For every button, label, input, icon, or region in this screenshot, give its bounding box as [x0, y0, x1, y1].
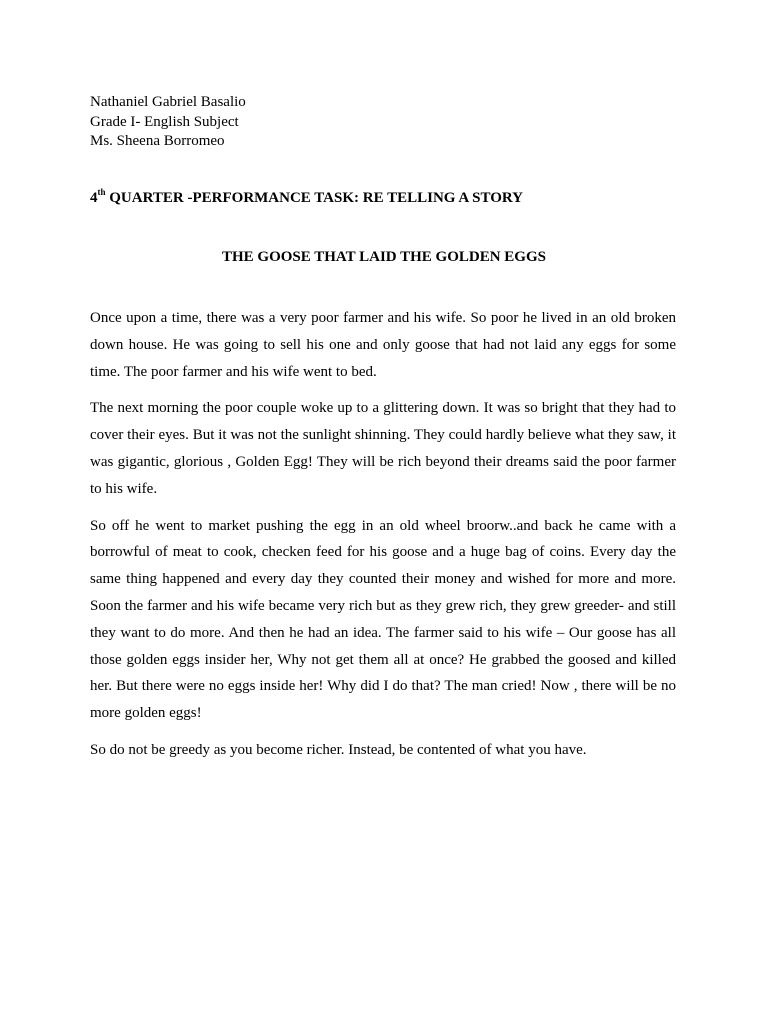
story-paragraph: Once upon a time, there was a very poor farmer and his wife. So poor he lived in an old broken down house. He was going to sell his one and only goose that had not laid any eggs for some time. The poor farmer and his wife went to bed.	[90, 310, 676, 380]
quarter-number: 4	[90, 190, 98, 206]
story-title: THE GOOSE THAT LAID THE GOLDEN EGGS	[222, 249, 546, 265]
story-body	[90, 305, 676, 774]
teacher-name: Ms. Sheena Borromeo	[90, 133, 225, 149]
task-title-text: QUARTER -PERFORMANCE TASK: RE TELLING A STORY	[105, 190, 524, 206]
story-paragraph: So off he went to market pushing the egg in an old wheel broorw..and back he came with a borrowful of meat to cook, checken feed for his goose and a huge bag of coins. Every day the same thing happened and every day they counted their money and wished for more and more. Soon the farmer and his wife became very rich but as they grew rich, they grew greeder- and still they want to do more. And then he had an idea. The farmer said to his wife – Our goose has all those golden eggs insider her, Why not get them all at once? He grabbed the goosed and killed her. But there were no eggs inside her! Why did I do that? The man cried! Now , there will be no more golden eggs!	[90, 517, 676, 722]
document-header	[90, 93, 246, 152]
student-name: Nathaniel Gabriel Basalio	[90, 94, 246, 110]
quarter-suffix: th	[97, 187, 106, 197]
grade-subject: Grade I- English Subject	[90, 113, 239, 130]
story-paragraph: The next morning the poor couple woke up to a glittering down. It was so bright that they had to cover their eyes. But it was not the sunlight shinning. They could hardly believe what they saw, it was gigantic, glorious , Golden Egg! They will be rich beyond their dreams said the poor farmer to his wife.	[90, 400, 676, 497]
story-paragraph: So do not be greedy as you become richer. Instead, be contented of what you have.	[90, 741, 587, 758]
task-title	[90, 189, 523, 208]
